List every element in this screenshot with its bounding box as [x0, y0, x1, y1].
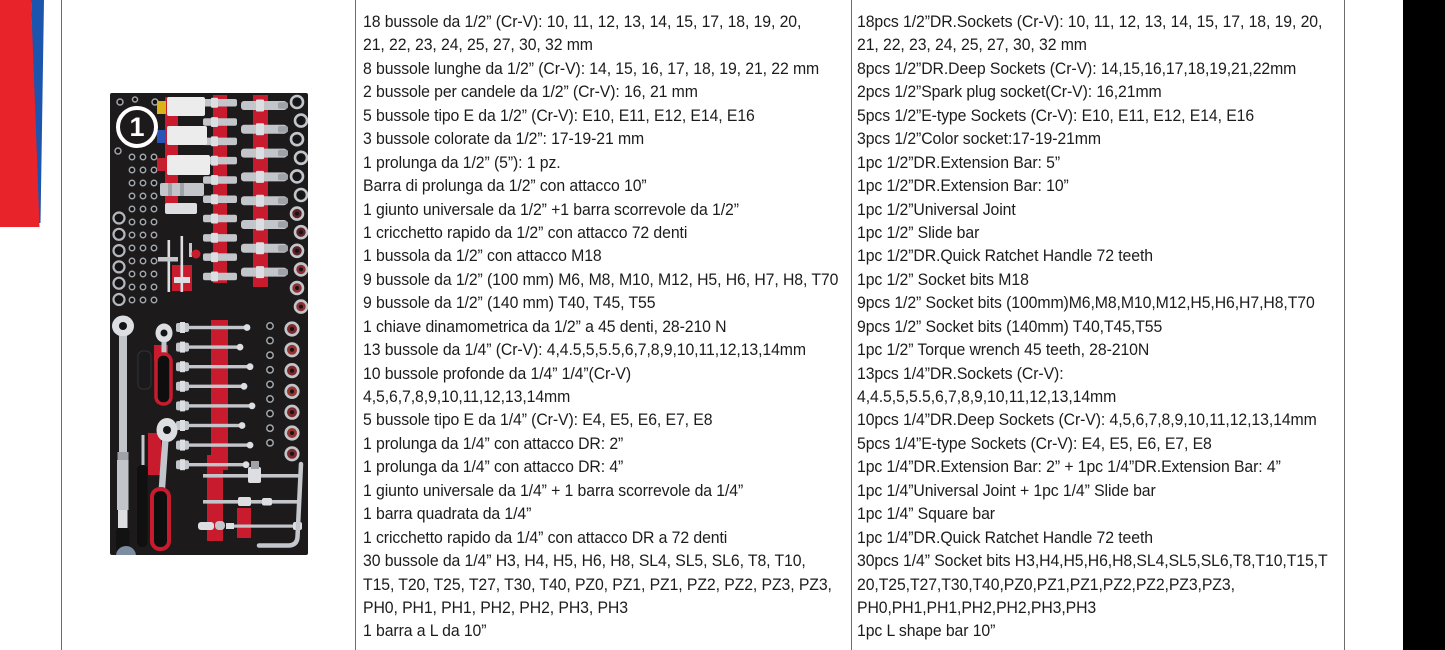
spec-line: 1 barra quadrata da 1/4” — [363, 504, 532, 524]
spec-line: 5pcs 1/4”E-type Sockets (Cr-V): E4, E5, E6, E7, E8 — [857, 433, 1212, 453]
spec-line: 1 prolunga da 1/4” con attacco DR: 4” — [363, 457, 624, 477]
spec-line: 10pcs 1/4”DR.Deep Sockets (Cr-V): 4,5,6,7,8,9,10,11,12,13,14mm — [857, 410, 1317, 430]
spec-line: 1 giunto universale da 1/4” + 1 barra scorrevole da 1/4” — [363, 480, 744, 500]
black-adapter — [138, 351, 151, 389]
spec-line: 1pc 1/2”DR.Extension Bar: 10” — [857, 176, 1069, 196]
spec-line: 1pc 1/2” Slide bar — [857, 222, 980, 242]
table-border-image-text — [355, 0, 356, 650]
spec-line: 18 bussole da 1/2” (Cr-V): 10, 11, 12, 13, 14, 15, 17, 18, 19, 20, — [363, 12, 802, 31]
spec-line: 5 bussole tipo E da 1/4” (Cr-V): E4, E5, E6, E7, E8 — [363, 410, 713, 430]
spec-line: 1 prolunga da 1/4” con attacco DR: 2” — [363, 433, 624, 453]
spec-line: 20,T25,T27,T30,T40,PZ0,PZ1,PZ1,PZ2,PZ2,PZ3,PZ3, — [857, 574, 1235, 594]
spec-line: 1pc 1/2” Socket bits M18 — [857, 269, 1029, 289]
spec-line: 1pc 1/2”Universal Joint — [857, 199, 1016, 219]
spec-line: 1pc 1/2” Torque wrench 45 teeth, 28-210N — [857, 340, 1150, 360]
spec-line: 1pc 1/2”DR.Extension Bar: 5” — [857, 152, 1061, 172]
badge-number: 1 — [129, 112, 145, 142]
spec-line: 1pc 1/4”Universal Joint + 1pc 1/4” Slide bar — [857, 480, 1156, 500]
spec-line: 13 bussole da 1/4” (Cr-V): 4,4.5,5,5.5,6,7,8,9,10,11,12,13,14mm — [363, 340, 806, 360]
spec-line: 30pcs 1/4” Socket bits H3,H4,H5,H6,H8,SL4,SL5,SL6,T8,T10,T15,T — [857, 551, 1328, 571]
table-border-right — [1344, 0, 1345, 650]
spec-line: Barra di prolunga da 1/2” con attacco 10” — [363, 176, 647, 196]
ratchet-quarter-inch — [156, 324, 173, 405]
spec-line: 5pcs 1/2”E-type Sockets (Cr-V): E10, E11, E12, E14, E16 — [857, 105, 1255, 125]
spec-line: 1pc 1/4”DR.Extension Bar: 2” + 1pc 1/4”DR.Extension Bar: 4” — [857, 457, 1281, 477]
spec-line: 1 cricchetto rapido da 1/4” con attacco DR a 72 denti — [363, 527, 728, 547]
spec-line: 1pc 1/4”DR.Quick Ratchet Handle 72 teeth — [857, 527, 1153, 547]
spec-line: 4,5,6,7,8,9,10,11,12,13,14mm — [363, 387, 571, 406]
spec-line: 18pcs 1/2”DR.Sockets (Cr-V): 10, 11, 12, 13, 14, 15, 17, 18, 19, 20, — [857, 12, 1323, 31]
spec-line: 21, 22, 23, 24, 25, 27, 30, 32 mm — [857, 35, 1087, 55]
spec-line: 8 bussole lunghe da 1/2” (Cr-V): 14, 15, 16, 17, 18, 19, 21, 22 mm — [363, 58, 820, 78]
spec-line: 13pcs 1/4”DR.Sockets (Cr-V): — [857, 363, 1064, 383]
spec-line: 5 bussole tipo E da 1/2” (Cr-V): E10, E11, E12, E14, E16 — [363, 105, 755, 125]
spec-line: 2 bussole per candele da 1/2” (Cr-V): 16, 21 mm — [363, 82, 698, 102]
product-photo-tool-tray — [110, 93, 308, 555]
spec-line: 9 bussole da 1/2” (100 mm) M6, M8, M10, M12, H5, H6, H7, H8, T70 — [363, 269, 839, 289]
spec-line: 21, 22, 23, 24, 25, 27, 30, 32 mm — [363, 35, 593, 55]
spec-line: 1pc L shape bar 10” — [857, 621, 996, 641]
spec-line: 1 barra a L da 10” — [363, 621, 487, 641]
spec-line: 2pcs 1/2”Spark plug socket(Cr-V): 16,21mm — [857, 82, 1162, 102]
spec-line: 9pcs 1/2” Socket bits (100mm)M6,M8,M10,M12,H5,H6,H7,H8,T70 — [857, 293, 1315, 313]
spec-line: 1pc 1/4” Square bar — [857, 504, 995, 524]
spec-line: 1 cricchetto rapido da 1/2” con attacco 72 denti — [363, 222, 688, 242]
spec-column-italian — [363, 10, 846, 643]
table-border-mid-columns — [851, 0, 852, 650]
spec-line: 9 bussole da 1/2” (140 mm) T40, T45, T55 — [363, 293, 656, 313]
spec-line: PH0, PH1, PH1, PH2, PH2, PH3, PH3 — [363, 597, 628, 617]
spec-line: 10 bussole profonde da 1/4” 1/4”(Cr-V) — [363, 363, 632, 383]
spec-line: 1 prolunga da 1/2” (5”): 1 pz. — [363, 152, 561, 172]
spec-line: 1pc 1/2”DR.Quick Ratchet Handle 72 teeth — [857, 246, 1153, 266]
spec-line: PH0,PH1,PH1,PH2,PH2,PH3,PH3 — [857, 597, 1097, 617]
spec-line: 1 giunto universale da 1/2” +1 barra scorrevole da 1/2” — [363, 199, 739, 219]
spec-column-english — [857, 10, 1344, 643]
spec-line: 8pcs 1/2”DR.Deep Sockets (Cr-V): 14,15,16,17,18,19,21,22mm — [857, 58, 1297, 78]
spec-line: 1 chiave dinamometrica da 1/2” a 45 denti, 28-210 N — [363, 316, 727, 336]
spec-line: 30 bussole da 1/4” H3, H4, H5, H6, H8, SL4, SL5, SL6, T8, T10, — [363, 551, 806, 571]
spec-line: T15, T20, T25, T27, T30, T40, PZ0, PZ1, PZ1, PZ2, PZ2, PZ3, PZ3, — [363, 574, 832, 594]
brand-logo-fragment — [0, 0, 46, 228]
spec-line: 3pcs 1/2”Color socket:17-19-21mm — [857, 129, 1101, 149]
spec-line: 1 bussola da 1/2” con attacco M18 — [363, 246, 602, 266]
table-border-left — [61, 0, 62, 650]
spec-line: 9pcs 1/2” Socket bits (140mm) T40,T45,T55 — [857, 316, 1163, 336]
spec-line: 3 bussole colorate da 1/2”: 17-19-21 mm — [363, 129, 645, 149]
right-black-band — [1403, 0, 1445, 650]
tool-tray-illustration — [110, 93, 308, 555]
spec-line: 4,4.5,5,5.5,6,7,8,9,10,11,12,13,14mm — [857, 387, 1117, 406]
